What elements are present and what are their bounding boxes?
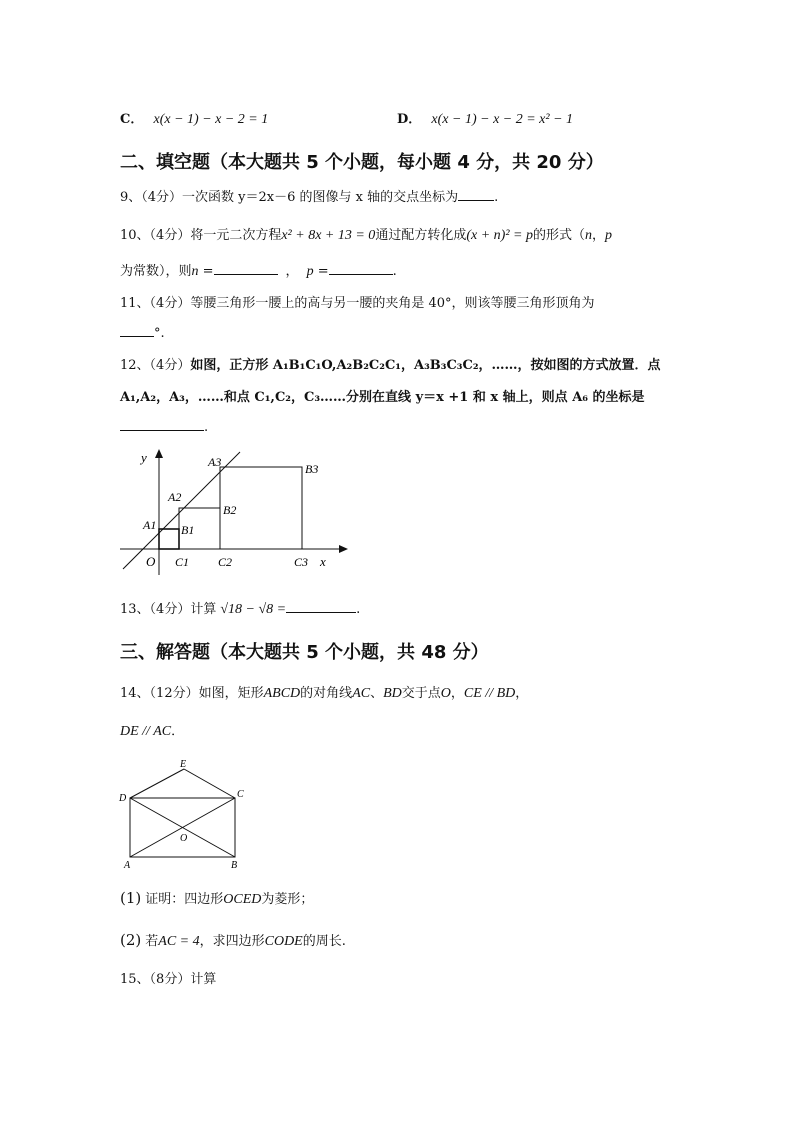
- question-14-text-1: 如图，矩形: [198, 686, 264, 701]
- label-b: B: [231, 860, 238, 871]
- label-c3: C3: [294, 555, 309, 569]
- variable-n: n: [584, 228, 592, 243]
- question-15: [120, 968, 216, 987]
- label-b1: B1: [181, 523, 195, 537]
- label-b3: B3: [305, 462, 319, 476]
- question-10-line-2: [120, 260, 397, 280]
- question-10-end: .: [392, 264, 397, 279]
- part-2-number: (2): [120, 931, 142, 949]
- question-15-number: 15、（8分）: [120, 972, 191, 987]
- question-13-end: .: [356, 602, 361, 617]
- question-14-separator: 、: [370, 686, 384, 701]
- variable-p: p: [605, 228, 612, 243]
- question-11-line-2: [120, 324, 165, 341]
- equation-original: x² + 8x + 13 = 0: [281, 228, 376, 243]
- question-14-line-1: [120, 682, 528, 702]
- quadrilateral-code: CODE: [264, 934, 303, 949]
- option-c-expression: x(x − 1) − x − 2 = 1: [153, 112, 269, 127]
- equation-completed-square: (x + n)² = p: [466, 228, 533, 243]
- segment-ce: [184, 769, 235, 798]
- variable-n: n: [191, 264, 199, 279]
- question-15-text: 计算: [190, 972, 217, 987]
- question-10-number: 10、（4分）: [120, 228, 191, 243]
- question-14-number: 14、（12分）: [120, 686, 199, 701]
- question-14-text-2: 的对角线: [300, 686, 353, 701]
- label-a2: A2: [168, 490, 182, 504]
- question-14-text-3: 交于点: [401, 686, 441, 701]
- y-axis-arrow-icon: [155, 449, 163, 458]
- label-a3: A3: [208, 455, 222, 469]
- option-d: [397, 108, 573, 128]
- rectangle-figure: [115, 757, 255, 872]
- section-2-title: 二、填空题（本大题共 5 个小题，每小题 4 分，共 20 分）: [120, 152, 604, 173]
- label-y: y: [141, 450, 147, 465]
- question-11-number: 11、（4分）: [120, 296, 191, 311]
- question-10-text-1: 将一元二次方程: [190, 228, 282, 243]
- segment-de: [130, 769, 184, 798]
- question-14-part-1: [120, 888, 313, 908]
- option-d-expression: x(x − 1) − x − 2 = x² − 1: [431, 112, 574, 127]
- question-13: [120, 598, 360, 618]
- label-origin: O: [146, 554, 156, 569]
- question-9-number: 9、（4分）: [120, 190, 183, 205]
- label-c: C: [237, 789, 244, 800]
- question-10-text-3: 的形式（: [532, 228, 585, 243]
- answer-blank-p[interactable]: [329, 262, 393, 275]
- question-14-comma: ，: [450, 686, 464, 701]
- equals-sign: =: [313, 264, 329, 279]
- question-11-text: 等腰三角形一腰上的高与另一腰的夹角是 40°，则该等腰三角形顶角为: [190, 296, 595, 311]
- question-13-number: 13、（4分）: [120, 602, 191, 617]
- part-2-text: 若: [145, 934, 159, 949]
- segment-ac: AC: [352, 686, 371, 701]
- radical-expression: √18 − √8 =: [220, 602, 287, 617]
- option-c: [120, 108, 268, 128]
- ac-equals-4: AC = 4: [158, 934, 200, 949]
- answer-blank-n[interactable]: [214, 262, 278, 275]
- x-axis-arrow-icon: [339, 545, 348, 553]
- ce-parallel-bd: CE // BD: [463, 686, 516, 701]
- question-9-text: 一次函数 y＝2x－6 的图像与 x 轴的交点坐标为: [182, 190, 459, 205]
- point-o: O: [440, 686, 451, 701]
- section-3-title: 三、解答题（本大题共 5 个小题，共 48 分）: [120, 642, 489, 663]
- question-14-period: ．: [171, 724, 185, 739]
- question-12-end: .: [204, 420, 209, 435]
- label-e: E: [180, 759, 187, 770]
- label-a: A: [124, 860, 131, 871]
- question-14-comma: ，: [515, 686, 529, 701]
- part-2-end: 的周长.: [302, 934, 346, 949]
- question-12-line-1: [120, 354, 661, 373]
- part-1-end: 为菱形；: [261, 892, 314, 907]
- label-c1: C1: [175, 555, 190, 569]
- option-d-label: D．: [397, 112, 422, 127]
- question-10-comma: ，: [591, 228, 605, 243]
- answer-blank[interactable]: [458, 188, 494, 201]
- variable-p: p: [306, 264, 314, 279]
- answer-blank[interactable]: [120, 418, 204, 431]
- part-2-text-mid: ，求四边形: [199, 934, 265, 949]
- question-9-end: .: [494, 190, 499, 205]
- answer-blank[interactable]: [120, 324, 154, 337]
- answer-blank[interactable]: [286, 600, 356, 613]
- part-1-number: (1): [120, 889, 142, 907]
- question-10-separator: ，: [285, 264, 299, 279]
- question-14-part-2: [120, 930, 346, 950]
- de-parallel-ac: DE // AC: [120, 724, 172, 739]
- question-10-line-1: [120, 224, 612, 244]
- question-12-line-2: A₁,A₂，A₃，……和点 C₁,C₂，C₃……分别在直线 y＝x +1 和 x 轴上，则点 A₆ 的坐标是: [120, 390, 645, 405]
- part-1-text: 证明：四边形: [145, 892, 224, 907]
- label-x: x: [320, 554, 326, 569]
- label-d: D: [119, 793, 127, 804]
- label-c2: C2: [218, 555, 233, 569]
- segment-bd: BD: [383, 686, 402, 701]
- squares-figure: [115, 445, 355, 580]
- question-12-text-1: 如图，正方形 A₁B₁C₁O,A₂B₂C₂C₁，A₃B₃C₃C₂，……，按如图的方式放置．点: [190, 358, 661, 373]
- question-12-number: 12、（4分）: [120, 358, 191, 373]
- quadrilateral-oced: OCED: [223, 892, 262, 907]
- square-1: [159, 529, 179, 549]
- question-13-text: 计算: [190, 602, 217, 617]
- rectangle-abcd: ABCD: [263, 686, 301, 701]
- question-10-text-2: 通过配方转化成: [375, 228, 467, 243]
- question-12-line-3: [120, 418, 208, 435]
- question-11-end: °.: [154, 326, 165, 341]
- question-11-line-1: [120, 292, 595, 311]
- question-14-line-2: [120, 720, 184, 740]
- option-c-label: C．: [120, 112, 144, 127]
- label-o: O: [180, 833, 188, 844]
- question-10-text-4: 为常数），则: [120, 264, 192, 279]
- equals-sign: =: [198, 264, 214, 279]
- question-9: [120, 186, 498, 205]
- label-b2: B2: [223, 503, 237, 517]
- label-a1: A1: [143, 518, 157, 532]
